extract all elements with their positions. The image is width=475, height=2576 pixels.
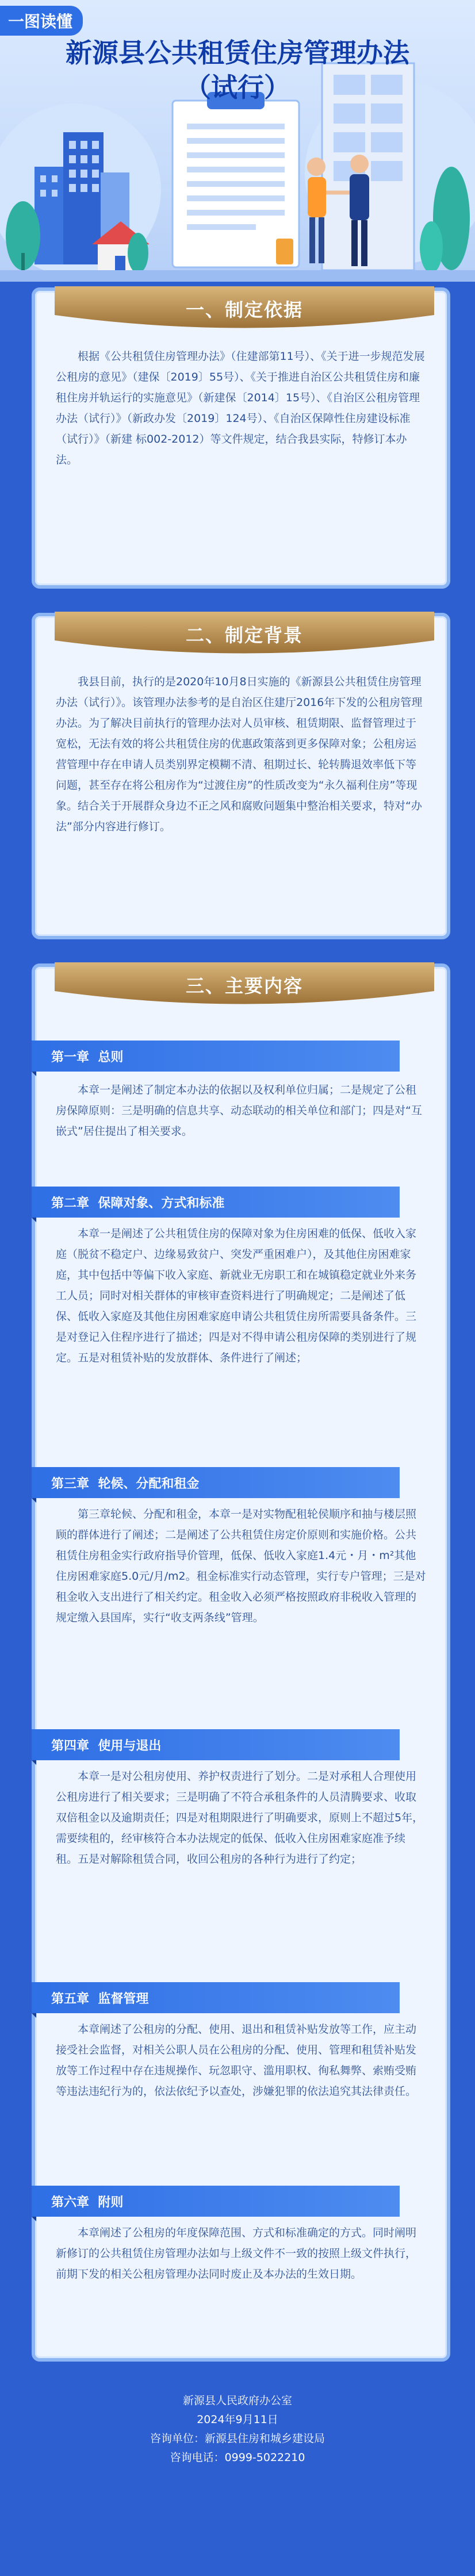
page-title-line1: 新源县公共租赁住房管理办法 (66, 37, 409, 68)
chapter-header (32, 1467, 400, 1498)
chapter-header (32, 1982, 400, 2013)
chapter-body: 第三章轮候、分配和租金，本章一是对实物配租轮侯顺序和抽与楼层照顾的群体进行了阐述；二是阐述了公共租赁住房定价原则和实施价格。公共租赁住房租金实行政府指导价管理，低保、低收入家庭1.4元・月・m²其他住房困难家庭5.0元/月/m2。租金标准实行动态管理，实行专户管理；三是对租金收入支出进行了相关约定。租金收入必须严格按照政府非税收入管理的规定缴入县国库，实行“收支两条线”管理。 (56, 1508, 426, 1624)
section-body: 根据《公共租赁住房管理办法》（住建部第11号）、《关于进一步规范发展公租房的意见》（建保〔2019〕55号）、《关于推进自治区公共租赁住房和廉租住房并轨运行的实施意见》（新建保〔2014〕15号）、《自治区公租房管理办法（试行）》（新政办发〔2019〕124号）、《自治区保障性住房建设标准（试行）》（新建 标002-2012）等文件规定，结合我县实际，特修订本办法。 (56, 350, 425, 466)
chapter-body: 本章一是阐述了制定本办法的依据以及权利单位归属；二是规定了公租房保障原则：三是明确的信息共享、动态联动的相关单位和部门；四是对“互嵌式”居住提出了相关要求。 (56, 1084, 422, 1138)
section-title: 一、制定依据 (185, 299, 303, 321)
chapter-label: 第一章 总则 (51, 1050, 124, 1065)
chapter-label: 第三章 轮候、分配和租金 (51, 1477, 200, 1491)
chapter-header (32, 1187, 400, 1218)
chapter-body: 本章一是对公租房使用、养护权责进行了划分。二是对承租人合理使用公租房进行了相关要求；三是明确了不符合承租条件的人员清腾要求、收取双倍租金以及逾期责任；四是对租期限进行了明确要求，原则上不超过5年，需要续租的，经审核符合本办法规定的低保、低收入住房困难家庭准予续租。五是对解除租赁合同，收回公租房的各种行为进行了约定； (56, 1770, 424, 1865)
page-title-line2: （试行） (185, 72, 290, 103)
tag-label: 一图读懂 (0, 6, 83, 36)
chapter-header (32, 2186, 400, 2217)
chapter-label: 第二章 保障对象、方式和标准 (51, 1196, 225, 1211)
chapter-body: 本章阐述了公租房的分配、使用、退出和租赁补贴发放等工作，应主动接受社会监督，对相关公职人员在公租房的分配、使用、管理和租赁补贴发放等工作过程中存在违规操作、玩忽职守、滥用职权、徇私舞弊、索贿受贿等违法违纪行为的，依法依纪予以查处，涉嫌犯罪的依法追究其法律责任。 (56, 2023, 417, 2098)
footer-contact-phone: 咨询电话：0999-5022210 (170, 2451, 305, 2464)
section-body: 我县目前，执行的是2020年10月8日实施的《新源县公共租赁住房管理办法（试行）》。该管理办法参考的是自治区住建厅2016年下发的公租房管理办法。为了解决目前执行的管理办法对人员审核、租赁期限、监督管理过于宽松，无法有效的将公共租赁住房的优惠政策落到更多保障对象；公租房运营管理中存在申请人员类别界定模糊不清、租期过长、轮转腾退效率低下等问题，甚至存在将公租房作为“过渡住房”的性质改变为“永久福利住房”等现象。结合关于开展群众身边不正之风和腐败问题集中整治相关要求，特对“办法”部分内容进行修订。 (56, 675, 423, 833)
section-card-content (32, 963, 450, 2362)
footer-date: 2024年9月11日 (197, 2413, 278, 2426)
section-header-background (55, 612, 434, 659)
footer-issuer: 新源县人民政府办公室 (182, 2394, 292, 2407)
chapter-label: 第六章 附则 (51, 2195, 124, 2210)
section-card-background (32, 613, 450, 939)
chapter-label: 第五章 监督管理 (51, 1992, 149, 2006)
section-header-content (55, 962, 434, 1009)
section-card-basis (32, 287, 450, 589)
section-title: 二、制定背景 (185, 624, 303, 646)
chapter-label: 第四章 使用与退出 (51, 1739, 162, 1753)
header-banner (0, 0, 475, 282)
chapter-body: 本章阐述了公租房的年度保障范围、方式和标准确定的方式。同时阐明新修订的公共租赁住房管理办法如与上级文件不一致的按照上级文件执行，前期下发的相关公租房管理办法同时废止及本办法的生效日期。 (56, 2226, 417, 2281)
footer-contact-unit: 咨询单位：新源县住房和城乡建设局 (150, 2432, 325, 2445)
footer (0, 2391, 475, 2467)
section-header-basis (55, 286, 434, 333)
chapter-header (32, 1041, 400, 1072)
chapter-header (32, 1729, 400, 1760)
section-title: 三、主要内容 (185, 975, 303, 997)
chapter-body: 本章一是阐述了公共租赁住房的保障对象为住房困难的低保、低收入家庭（脱贫不稳定户、边缘易致贫户、突发严重困难户），及其他住房困难家庭，其中包括中等偏下收入家庭、新就业无房职工和在城镇稳定就业外来务工人员；同时对相关群体的审核审查资料进行了明确规定；二是阐述了低保、低收入家庭及其他住房困难家庭申请公共租赁住房所需要具备条件。三是对登记入住程序进行了描述；四是对不得申请公租房保障的类别进行了规定。五是对租赁补贴的发放群体、条件进行了阐述； (56, 1227, 417, 1364)
page-title (0, 36, 475, 105)
